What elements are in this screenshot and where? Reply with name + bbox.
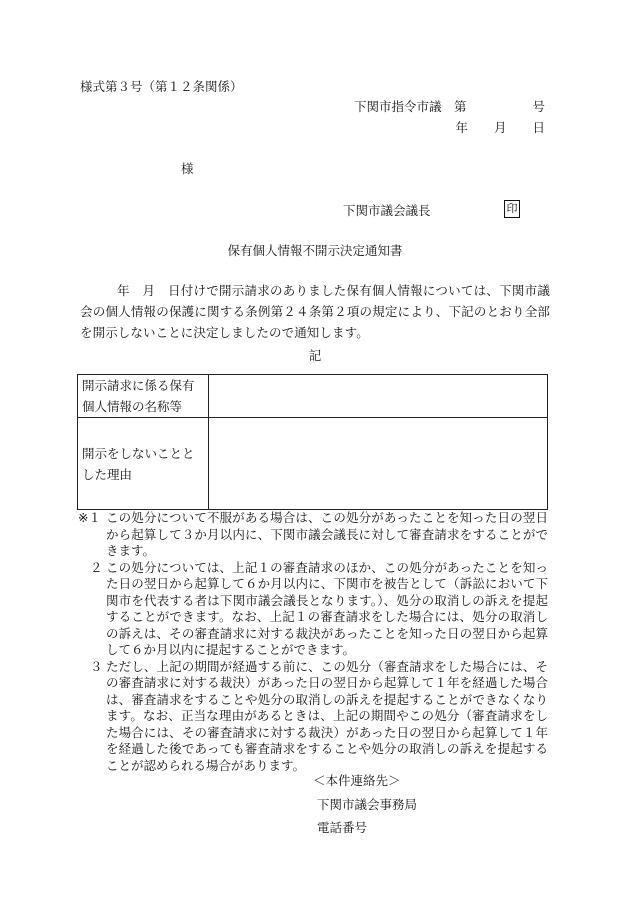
body-paragraph: 年 月 日付けで開示請求のありました保有個人情報については、下関市議会の個人情報の保護に関する条例第２４条第２項の規定により、下記のとおり全部を開示しないことに決定しましたので通知します。: [80, 283, 550, 340]
note-text: この処分について不服がある場合は、この処分があったことを知った日の翌日から起算して３か月以内に、下関市議会議長に対して審査請求をすることができます。: [106, 510, 548, 558]
table-row: [78, 375, 548, 418]
date-month: 月: [493, 120, 507, 135]
note-item: [78, 659, 548, 775]
contact-heading: ＜本件連絡先＞: [313, 773, 401, 788]
document-title: 保有個人情報不開示決定通知書: [227, 243, 403, 258]
contact-block: [313, 769, 417, 840]
document-number-prefix: 下関市指令市議 第: [354, 99, 467, 114]
form-number: 様式第３号（第１２条関係）: [80, 79, 243, 94]
sender-name: 下関市議会議長: [343, 203, 431, 218]
addressee: 様: [181, 161, 194, 176]
notes-section: [78, 510, 548, 774]
date-year: 年: [455, 120, 468, 135]
note-number: ※１: [78, 510, 101, 525]
note-item: [78, 560, 548, 659]
row1-value: [209, 375, 548, 418]
row2-value: [209, 418, 548, 510]
date-line: [433, 120, 545, 135]
info-table: [77, 374, 548, 510]
contact-office: 下関市議会事務局: [317, 796, 418, 812]
note-item: [78, 510, 548, 560]
document-number: [354, 99, 545, 114]
contact-phone-label: 電話番号: [317, 820, 368, 835]
seal-box: 印: [504, 200, 520, 218]
row1-label: 開示請求に係る保有個人情報の名称等: [78, 375, 209, 418]
note-text: ただし、上記の期間が経過する前に、この処分（審査請求をした場合には、その審査請求に対する裁決）があった日の翌日から起算して１年を経過した場合は、審査請求をすることや処分の取消しの訴えを提起することができなくなります。なお、正当な理由があるときは、上記の期間やこの処分（審査請求をした場合には、その審査請求に対する裁決）があった日の翌日から起算して１年を経過した後であっても審査請求をすることや処分の取消しの訴えを提起することが認められる場合があります。: [106, 658, 548, 773]
ki-heading: 記: [308, 348, 322, 363]
document-number-suffix: 号: [532, 99, 545, 114]
note-number: ２: [90, 559, 103, 575]
date-day: 日: [532, 120, 545, 135]
table-row: [78, 418, 548, 510]
note-text: この処分については、上記１の審査請求のほか、この処分があったことを知った日の翌日から起算して６か月以内に、下関市を被告として（訴訟において下関市を代表する者は下関市議会議長となります。）、処分の取消しの訴えを提起することができます。なお、上記１の審査請求をした場合には、処分の取消しの訴えは、その審査請求に対する裁決があったことを知った日の翌日から起算して６か月以内に提起することができます。: [106, 559, 548, 657]
note-number: ３: [90, 658, 103, 674]
row2-label: 開示をしないこととした理由: [78, 418, 209, 510]
